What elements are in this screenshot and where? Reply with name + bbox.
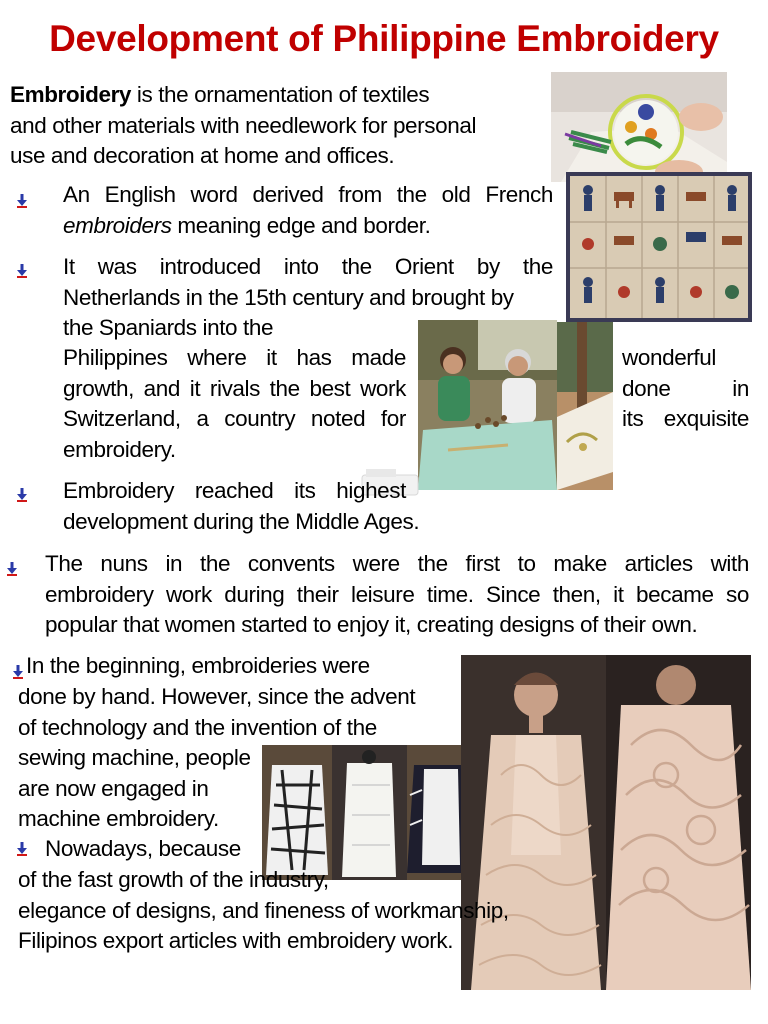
bullet-2-line4-left: Philippines where it has made xyxy=(63,345,406,370)
intro-line1: is the ornamentation of textiles xyxy=(131,82,430,107)
bullet-arrow-icon xyxy=(12,665,24,679)
bullet-2-left-lines xyxy=(63,343,406,435)
bullet-arrow-icon xyxy=(16,842,28,856)
bullet-arrow-icon xyxy=(6,562,18,576)
bullet-5-line3: of technology and the invention of the xyxy=(18,714,377,740)
bullet-1-line1: An English word derived from the old French xyxy=(63,182,553,207)
bullet-1-line2: meaning edge and border. xyxy=(171,212,431,238)
bullet-5-line4: sewing machine, people xyxy=(18,745,251,770)
hand-embroidery-photo xyxy=(551,72,727,182)
bullet-6-line1: Nowadays, because xyxy=(45,836,241,861)
bullet-1-italic-word: embroiders xyxy=(63,212,172,238)
bullet-1-text xyxy=(63,180,553,241)
bullet-6-line4: Filipinos export articles with embroidery work. xyxy=(18,928,454,953)
bullet-5-line6: machine embroidery. xyxy=(18,806,219,831)
bullet-6-text xyxy=(18,865,558,957)
bullet-3-line1: Embroidery reached its highest xyxy=(63,478,406,503)
bullet-2-line4-right: wonderful xyxy=(622,345,716,370)
women-embroidering-photo xyxy=(418,320,557,490)
bullet-5-line1: In the beginning, embroideries were xyxy=(26,653,370,678)
bullet-arrow-icon xyxy=(16,488,28,502)
intro-line3: use and decoration at home and offices. xyxy=(10,143,395,168)
bullet-5-line2: done by hand. However, since the advent xyxy=(18,684,416,709)
bullet-4-line1: The nuns in the convents were the first to make articles with xyxy=(45,551,749,576)
bullet-4-line2: embroidery work during their leisure time. Since then, it became so xyxy=(45,581,749,607)
embroidered-quilt-photo xyxy=(566,172,752,322)
bullet-5-line5: are now engaged in xyxy=(18,775,209,801)
bullet-2-line6-left: Switzerland, a country noted for xyxy=(63,406,406,431)
bullet-arrow-icon xyxy=(16,194,28,208)
intro-line2: and other materials with needlework for personal xyxy=(10,112,477,138)
bullet-2-right-lines xyxy=(622,343,749,435)
bullet-3-line2: development during the Middle Ages. xyxy=(63,509,420,534)
page-title: Development of Philippine Embroidery xyxy=(49,18,719,59)
bullet-6-line3: elegance of designs, and fineness of workmanship, xyxy=(18,897,509,923)
embroidered-garments-photo xyxy=(262,745,477,880)
bullet-4-text xyxy=(45,549,749,641)
bullet-2-line6-right: its exquisite xyxy=(622,406,749,431)
intro-paragraph xyxy=(10,80,510,172)
bullet-2-line7: embroidery. xyxy=(63,437,176,462)
bullet-2-line3: the Spaniards into the xyxy=(63,315,274,340)
embroidery-frame-photo xyxy=(557,322,613,490)
bullet-2-line5-right: done in xyxy=(622,375,749,401)
intro-term: Embroidery xyxy=(10,82,132,107)
bullet-6-line2: of the fast growth of the industry, xyxy=(18,867,329,892)
bullet-arrow-icon xyxy=(16,264,28,278)
bullet-2-line1: It was introduced into the Orient by the xyxy=(63,254,553,279)
bullet-3-text xyxy=(63,476,406,507)
bullet-2-line5-left: growth, and it rivals the best work xyxy=(63,375,406,401)
bullet-2-line2: Netherlands in the 15th century and brought by xyxy=(63,284,514,310)
bullet-4-line3: popular that women started to enjoy it, creating designs of their own. xyxy=(45,612,698,637)
